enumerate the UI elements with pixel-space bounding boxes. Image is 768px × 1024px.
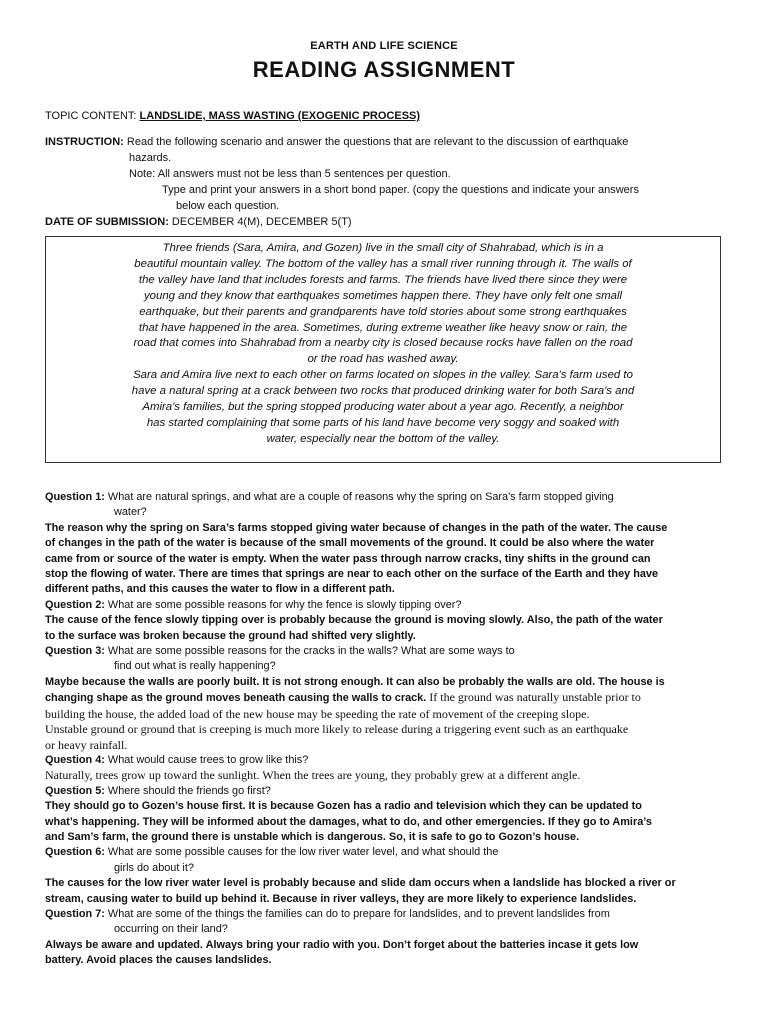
subject-heading: EARTH AND LIFE SCIENCE (310, 40, 458, 52)
question-text: What are some possible reasons for the cracks in the walls? What are some ways to (104, 645, 515, 658)
question-text: What are some possible reasons for why the fence is slowly tipping over? (104, 598, 462, 611)
question-6 (45, 845, 725, 860)
answer-1-line: of changes in the path of the water is because of the small movements of the ground. It could be also where the water (45, 537, 655, 550)
answer-6-line: stream, causing water to build up behind it. Because in river valleys, they are more likely to experience landslides. (45, 892, 637, 905)
question-text: What are natural springs, and what are a couple of reasons why the spring on Sara's farm stopped giving (104, 491, 614, 503)
instruction-note: below each question. (176, 200, 280, 212)
topic-label: TOPIC CONTENT: (45, 110, 140, 122)
scenario-line: earthquake, but their parents and grandparents have told stories about some strong earthquakes (139, 305, 627, 318)
answer-1-line: different paths, and this causes the water to flow in a different path. (45, 583, 395, 596)
question-7 (45, 907, 725, 922)
question-text: What are some possible causes for the low river water level, and what should the (104, 846, 499, 859)
question-label: Question 2: (45, 598, 105, 611)
question-5 (45, 784, 725, 799)
scenario-line: that have happened in the area. Sometimes, during extreme weather like heavy snow or rain, the (138, 321, 628, 334)
instruction-continuation: hazards. (129, 152, 172, 164)
question-1 (45, 490, 725, 505)
question-label: Question 4: (45, 753, 105, 766)
answer-3-bold-part: changing shape as the ground moves beneath causing the walls to crack. (45, 692, 427, 705)
question-2 (45, 598, 725, 613)
scenario-line: young and they know that earthquakes sometimes happen there. They have only felt one small (143, 289, 623, 302)
question-4 (45, 753, 725, 768)
answer-3-line: building the house, the added load of the new house may be speeding the rate of movement of the creeping slope. (45, 706, 590, 721)
instruction-text: Read the following scenario and answer the questions that are relevant to the discussion of earthquake (123, 136, 629, 148)
answer-7-line: Always be aware and updated. Always bring your radio with you. Don’t forget about the batteries incase it gets low (45, 938, 639, 951)
answer-1-line: stop the flowing of water. There are times that springs are near to each other on the surface of the Earth and they have (45, 568, 659, 581)
answer-1-line: came from or source of the water is empty. When the water pass through narrow cracks, tiny shifts in the ground can (45, 552, 651, 565)
submission-line (45, 214, 725, 230)
answer-4-line: Naturally, trees grow up toward the sunlight. When the trees are young, they probably grew at a different angle. (45, 768, 581, 783)
answer-7-line: battery. Avoid places the causes landslides. (45, 954, 272, 967)
answer-3-line: Maybe because the walls are poorly built. It is not strong enough. It can also be probably the walls are old. The house is (45, 675, 665, 688)
scenario-line: road that comes into Shahrabad from a nearby city is closed because rocks have fallen on the road (133, 337, 633, 350)
submission-label: DATE OF SUBMISSION: (45, 216, 169, 228)
question-3 (45, 644, 725, 659)
answer-1-line: The reason why the spring on Sara’s farms stopped giving water because of changes in the path of the water. The cause (45, 521, 668, 534)
question-1-continuation: water? (114, 506, 147, 519)
answer-2-line: The cause of the fence slowly tipping over is probably because the ground is moving slowly. Also, the path of the water (45, 614, 663, 627)
topic-line (45, 108, 725, 124)
question-label: Question 7: (45, 907, 105, 920)
instruction-line (45, 134, 725, 150)
question-text: What are some of the things the families can do to prepare for landslides, and to prevent landslides from (104, 907, 610, 920)
scenario-box (45, 236, 721, 463)
submission-value: DECEMBER 4(M), DECEMBER 5(T) (168, 216, 352, 228)
questions-answers (45, 490, 725, 969)
question-6-continuation: girls do about it? (114, 861, 194, 874)
scenario-line: Amira's families, but the spring stopped producing water about a year ago. Recently, a neighbor (142, 401, 624, 414)
page-title: READING ASSIGNMENT (252, 57, 516, 82)
answer-5-line: They should go to Gozen’s house first. It is because Gozen has a radio and television which they can be updated to (45, 800, 642, 813)
scenario-line: the valley have land that includes forests and farms. The friends have lived there since they were (138, 273, 628, 286)
answer-5-line: what’s happening. They will be informed about the damages, what to do, and other emergencies. If they go to Amira’s (45, 815, 652, 828)
answer-2-line: to the surface was broken because the ground had shifted very slightly. (45, 629, 416, 642)
scenario-line: water, especially near the bottom of the valley. (266, 432, 500, 445)
question-label: Question 3: (45, 645, 105, 658)
scenario-line: has started complaining that some parts of his land have become very soggy and soaked with (146, 416, 620, 429)
question-text: What would cause trees to grow like this? (104, 753, 309, 766)
answer-3-serif-part: If the ground was naturally unstable prior to (426, 690, 641, 705)
scenario-line: Sara and Amira live next to each other on farms located on slopes in the valley. Sara's farm used to (133, 369, 633, 382)
instruction-label: INSTRUCTION: (45, 136, 124, 148)
answer-3-line (45, 690, 725, 706)
answer-5-line: and Sam’s farm, the ground there is unstable which is dangerous. So, it is safe to go to Gozon’s house. (45, 830, 580, 843)
scenario-line: beautiful mountain valley. The bottom of the valley has a small river running through it. The walls of (134, 257, 632, 270)
question-7-continuation: occurring on their land? (114, 923, 228, 936)
answer-3-line: or heavy rainfall. (45, 737, 128, 752)
topic-value: LANDSLIDE, MASS WASTING (EXOGENIC PROCESS) (139, 110, 421, 122)
question-label: Question 6: (45, 846, 105, 859)
answer-6-line: The causes for the low river water level is probably because and slide dam occurs when a landslide has blocked a river or (45, 877, 676, 890)
question-text: Where should the friends go first? (104, 784, 271, 797)
answer-3-line: Unstable ground or ground that is creeping is much more likely to release during a triggering event such as an earthquake (45, 722, 629, 737)
instruction-note: Note: All answers must not be less than 5 sentences per question. (129, 168, 451, 180)
question-label: Question 1: (45, 491, 105, 503)
scenario-line: Three friends (Sara, Amira, and Gozen) live in the small city of Shahrabad, which is in a (162, 242, 604, 254)
scenario-line: have a natural spring at a crack between two rocks that produced drinking water for both Sara's and (131, 385, 635, 398)
question-3-continuation: find out what is really happening? (114, 660, 276, 673)
instruction-note: Type and print your answers in a short bond paper. (copy the questions and indicate your answers (162, 184, 639, 196)
scenario-line: or the road has washed away. (307, 353, 459, 366)
question-label: Question 5: (45, 784, 105, 797)
